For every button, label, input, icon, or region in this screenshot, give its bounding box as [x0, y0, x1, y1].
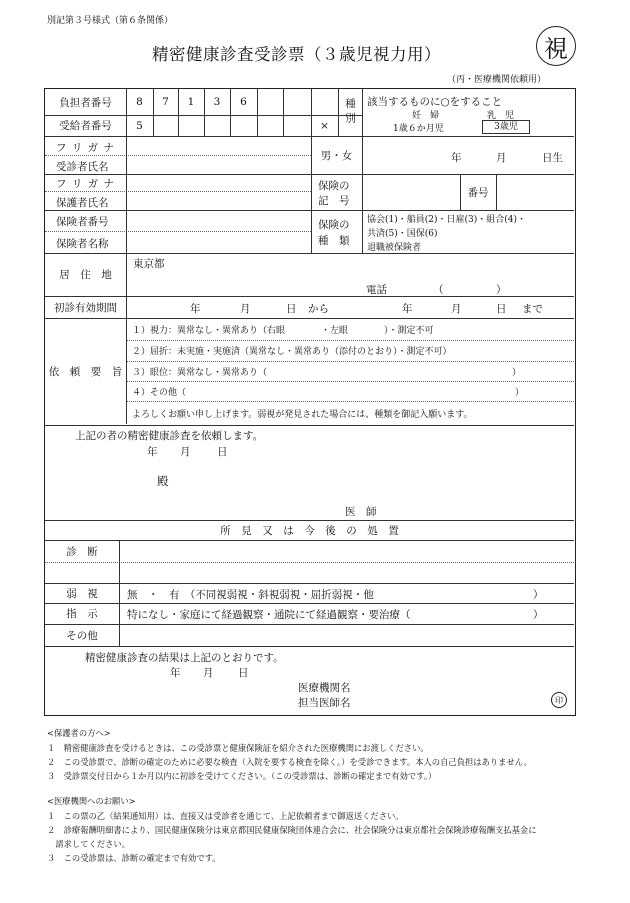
- guardian-notes-heading: <保護者の方へ>: [47, 728, 111, 738]
- subtitle: （丙・医療機関依頼用）: [447, 75, 547, 85]
- physician-name-label: 担当医師名: [298, 697, 351, 709]
- phone-open: （: [433, 284, 444, 296]
- burden-digit[interactable]: 1: [187, 96, 195, 108]
- institution-note-3: ３ この受診票は、診断の確定まで有効です。: [47, 853, 221, 863]
- instruction-label: 指 示: [66, 608, 98, 620]
- burden-digit[interactable]: 7: [162, 96, 169, 108]
- amblyopia-label: 弱 視: [66, 587, 98, 600]
- recipient-digit[interactable]: [283, 115, 311, 136]
- institution-name-label: 医療機関名: [298, 682, 351, 694]
- address-label: 居 住 地: [59, 269, 112, 281]
- guardian-furigana-label: フ リ ガ ナ: [56, 178, 116, 190]
- seal-mark: [551, 692, 567, 708]
- validity-from: から: [308, 303, 329, 315]
- insurance-type-label-2: 種 類: [318, 235, 350, 247]
- insurance-mark-label: 保険の: [318, 180, 350, 192]
- referral-text: 上記の者の精密健康診査を依頼します。: [75, 430, 264, 442]
- recipient-digit[interactable]: [230, 115, 257, 136]
- findings-header: 所 見 又 は 今 後 の 処 置: [220, 524, 399, 537]
- guardian-name-label: 保護者氏名: [56, 197, 109, 209]
- request-closing: よろしくお願い申し上げます。弱視が発見された場合には、種類を御記入願います。: [132, 410, 473, 420]
- validity-label: 初診有効期間: [54, 301, 117, 314]
- diagnosis-label: 診 断: [66, 546, 98, 558]
- page-title: 精密健康診査受診票（３歳児視力用）: [152, 45, 441, 64]
- sex-selector[interactable]: 男・女: [320, 150, 353, 162]
- referral-month: 月: [180, 446, 191, 458]
- insurance-types-1[interactable]: 協会(1)・船員(2)・日雇(3)・組合(4)・: [367, 215, 526, 225]
- burden-number-label: 負担者番号: [59, 96, 112, 109]
- institution-note-2: ２ 診療報酬明細書により、国民健康保険分は東京都国民健康保険団体連合会に、社会保険分は東京都社会保険診療報酬支払基金に: [47, 825, 537, 835]
- recipient-digit[interactable]: [204, 115, 230, 136]
- insurer-name-label: 保険者名称: [56, 238, 109, 250]
- validity-from-day: 日: [286, 303, 297, 315]
- referral-doctor: 医 師: [345, 506, 377, 518]
- seal-char: 印: [555, 695, 563, 705]
- institution-note-1: １ この票の乙（結果通知用）は、直接又は受診者を通じて、上記依頼者まで御返送ください。: [47, 811, 404, 821]
- birth-month: 月: [496, 152, 507, 164]
- result-year: 年: [170, 667, 181, 679]
- birth-year: 年: [451, 152, 462, 164]
- request-label: 依 頼 要 旨: [48, 365, 123, 378]
- address-value[interactable]: 東京都: [133, 258, 165, 270]
- burden-digit[interactable]: 3: [213, 96, 221, 108]
- insurance-type-label: 保険の: [318, 219, 350, 231]
- burden-digit[interactable]: [283, 89, 311, 115]
- phone-close: ）: [496, 284, 507, 296]
- result-month: 月: [203, 667, 214, 679]
- recipient-number-label: 受給者番号: [59, 120, 112, 132]
- referral-addressee: 殿: [157, 474, 169, 488]
- category-18-month[interactable]: 1歳６か月児: [393, 124, 444, 134]
- request-item-eye-position[interactable]: ３）眼位：異常なし・異常あり（: [132, 368, 268, 378]
- category-label: 種別: [344, 98, 356, 127]
- recipient-digit[interactable]: [153, 115, 178, 136]
- recipient-cross: ×: [320, 119, 329, 132]
- insurance-mark-label-2: 記 号: [318, 195, 350, 207]
- request-item-other[interactable]: ４）その他（: [132, 388, 187, 398]
- phone-label: 電話: [366, 284, 387, 296]
- validity-to-month: 月: [451, 303, 462, 315]
- form-id: 別記第３号様式（第６条関係）: [47, 16, 174, 26]
- validity-to-day: 日: [496, 303, 507, 315]
- insurance-number-label: 番号: [467, 186, 489, 199]
- institution-note-2-cont: 請求してください。: [47, 839, 130, 849]
- result-text: 精密健康診査の結果は上記のとおりです。: [85, 652, 284, 664]
- referral-year: 年: [147, 446, 158, 458]
- validity-from-month: 月: [240, 303, 251, 315]
- examinee-furigana-label: フ リ ガ ナ: [56, 142, 116, 154]
- request-item-eye-position-close: ）: [512, 368, 522, 378]
- guardian-note-2: ２ この受診票で、診断の確定のために必要な検査（入院を要する検査を除く。）を受診できます。本人の自己負担はありません。: [47, 757, 532, 767]
- request-item-refraction[interactable]: ２）屈折：未実施・実施済（異常なし・異常あり（添付のとおり）・測定不可）: [132, 347, 452, 357]
- insurer-number-label: 保険者番号: [56, 216, 109, 228]
- category-note: 該当するものに○をすること: [367, 96, 503, 108]
- request-item-visual-acuity[interactable]: １）視力：異常なし・異常あり（右眼 ・左眼 ）・測定不可: [132, 326, 434, 336]
- instruction-options[interactable]: 特になし・家庭にて経過観察・通院にて経過観察・要治療（: [127, 609, 411, 621]
- examinee-name-label: 受診者氏名: [56, 161, 109, 173]
- guardian-note-1: １ 精密健康診査を受けるときは、この受診票と健康保険証を紹介された医療機関にお渡しください。: [47, 743, 429, 753]
- stamp-mark: [536, 26, 576, 66]
- guardian-note-3: ３ 受診票交付日から１か月以内に初診を受けてください。（この受診票は、診断の確定まで有効です。）: [47, 771, 437, 781]
- category-3-year[interactable]: 3歳児: [482, 120, 530, 134]
- insurance-types-3[interactable]: 退職被保険者: [367, 243, 422, 253]
- referral-day: 日: [217, 446, 228, 458]
- category-pregnant[interactable]: 妊 婦: [412, 111, 440, 121]
- validity-to-year: 年: [402, 303, 413, 315]
- stamp-char: 視: [544, 34, 568, 63]
- instruction-options-close: ）: [533, 609, 544, 621]
- validity-from-year: 年: [190, 303, 201, 315]
- category-infant[interactable]: 乳 児: [487, 111, 515, 121]
- amblyopia-options[interactable]: 無 ・ 有 （不同視弱視・斜視弱視・屈折弱視・他: [127, 589, 374, 601]
- burden-digit[interactable]: [311, 89, 338, 115]
- recipient-digit[interactable]: [257, 115, 283, 136]
- institution-notes-heading: <医療機関へのお願い>: [47, 796, 136, 806]
- recipient-digit[interactable]: 5: [136, 119, 143, 132]
- burden-digit[interactable]: 8: [136, 96, 143, 108]
- request-item-other-close: ）: [515, 388, 525, 398]
- birth-day: 日生: [542, 152, 563, 164]
- insurance-types-2[interactable]: 共済(5)・国保(6): [367, 229, 438, 239]
- burden-digit[interactable]: 6: [240, 96, 247, 108]
- amblyopia-options-close: ）: [533, 589, 544, 601]
- burden-digit[interactable]: [257, 89, 283, 115]
- result-day: 日: [238, 667, 249, 679]
- recipient-digit[interactable]: [178, 115, 204, 136]
- other-label: その他: [66, 629, 98, 642]
- validity-to: まで: [522, 303, 543, 315]
